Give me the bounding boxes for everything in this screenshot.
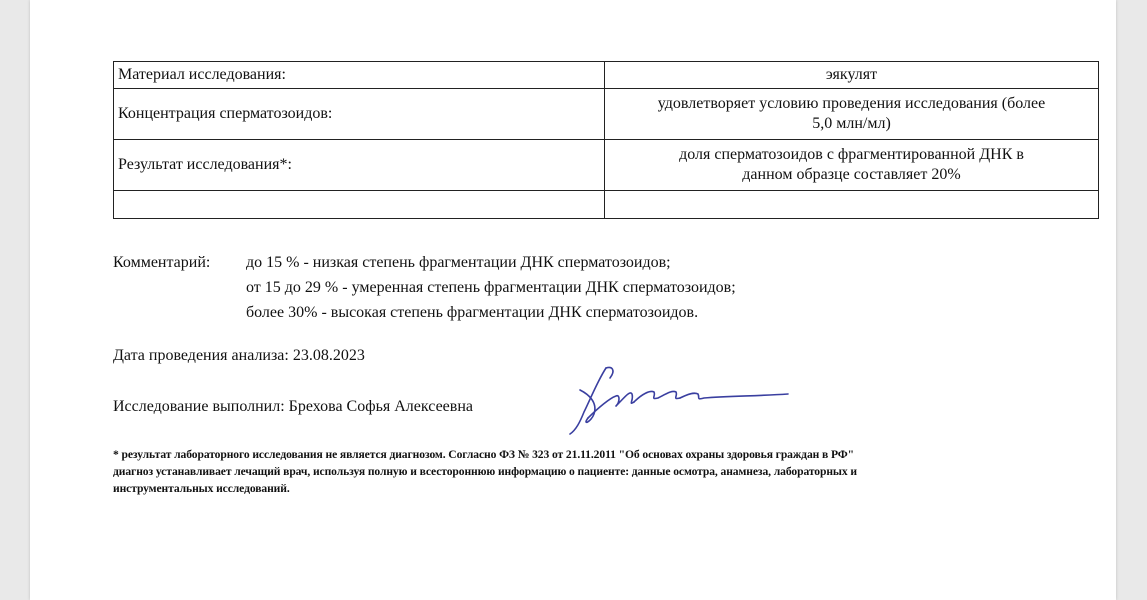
table-row (114, 191, 1099, 219)
footnote (113, 446, 1103, 497)
comment-line: более 30% - высокая степень фрагментации ДНК сперматозоидов. (246, 304, 699, 321)
row-value (605, 89, 1099, 140)
row-label: Результат исследования*: (114, 140, 605, 191)
footnote-line: диагноз устанавливает лечащий врач, используя полную и всестороннюю информацию о пациенте: данные осмотра, анамнеза, лабораторных и (113, 465, 857, 478)
table-row (114, 140, 1099, 191)
value-line: 5,0 млн/мл) (812, 115, 891, 132)
results-table (113, 61, 1099, 219)
row-value (605, 62, 1099, 89)
value-line: данном образце составляет 20% (742, 166, 961, 183)
performer-name: Исследование выполнил: Брехова Софья Алексеевна (113, 398, 473, 415)
comment-block (113, 250, 736, 325)
table-row (114, 62, 1099, 89)
row-value (605, 140, 1099, 191)
footnote-line: * результат лабораторного исследования не является диагнозом. Согласно ФЗ № 323 от 21.11.2011 "Об основах охраны здоровья граждан в РФ" (113, 448, 854, 461)
table-row (114, 89, 1099, 140)
signature-image (558, 360, 790, 440)
value-line: эякулят (825, 66, 878, 83)
comment-heading: Комментарий: (113, 254, 211, 271)
row-label: Концентрация сперматозоидов: (114, 89, 605, 140)
value-line: доля сперматозоидов с фрагментированной ДНК в (679, 146, 1024, 163)
comment-line: от 15 до 29 % - умеренная степень фрагментации ДНК сперматозоидов; (246, 279, 736, 296)
row-label: Материал исследования: (114, 62, 605, 89)
analysis-date: Дата проведения анализа: 23.08.2023 (113, 347, 365, 364)
document-page (30, 0, 1116, 600)
comment-line: до 15 % - низкая степень фрагментации ДНК сперматозоидов; (246, 254, 671, 271)
row-value (605, 191, 1099, 219)
comment-lines (246, 250, 736, 325)
footnote-line: инструментальных исследований. (113, 482, 290, 495)
row-label (114, 191, 605, 219)
value-line: удовлетворяет условию проведения исследования (более (657, 95, 1046, 112)
